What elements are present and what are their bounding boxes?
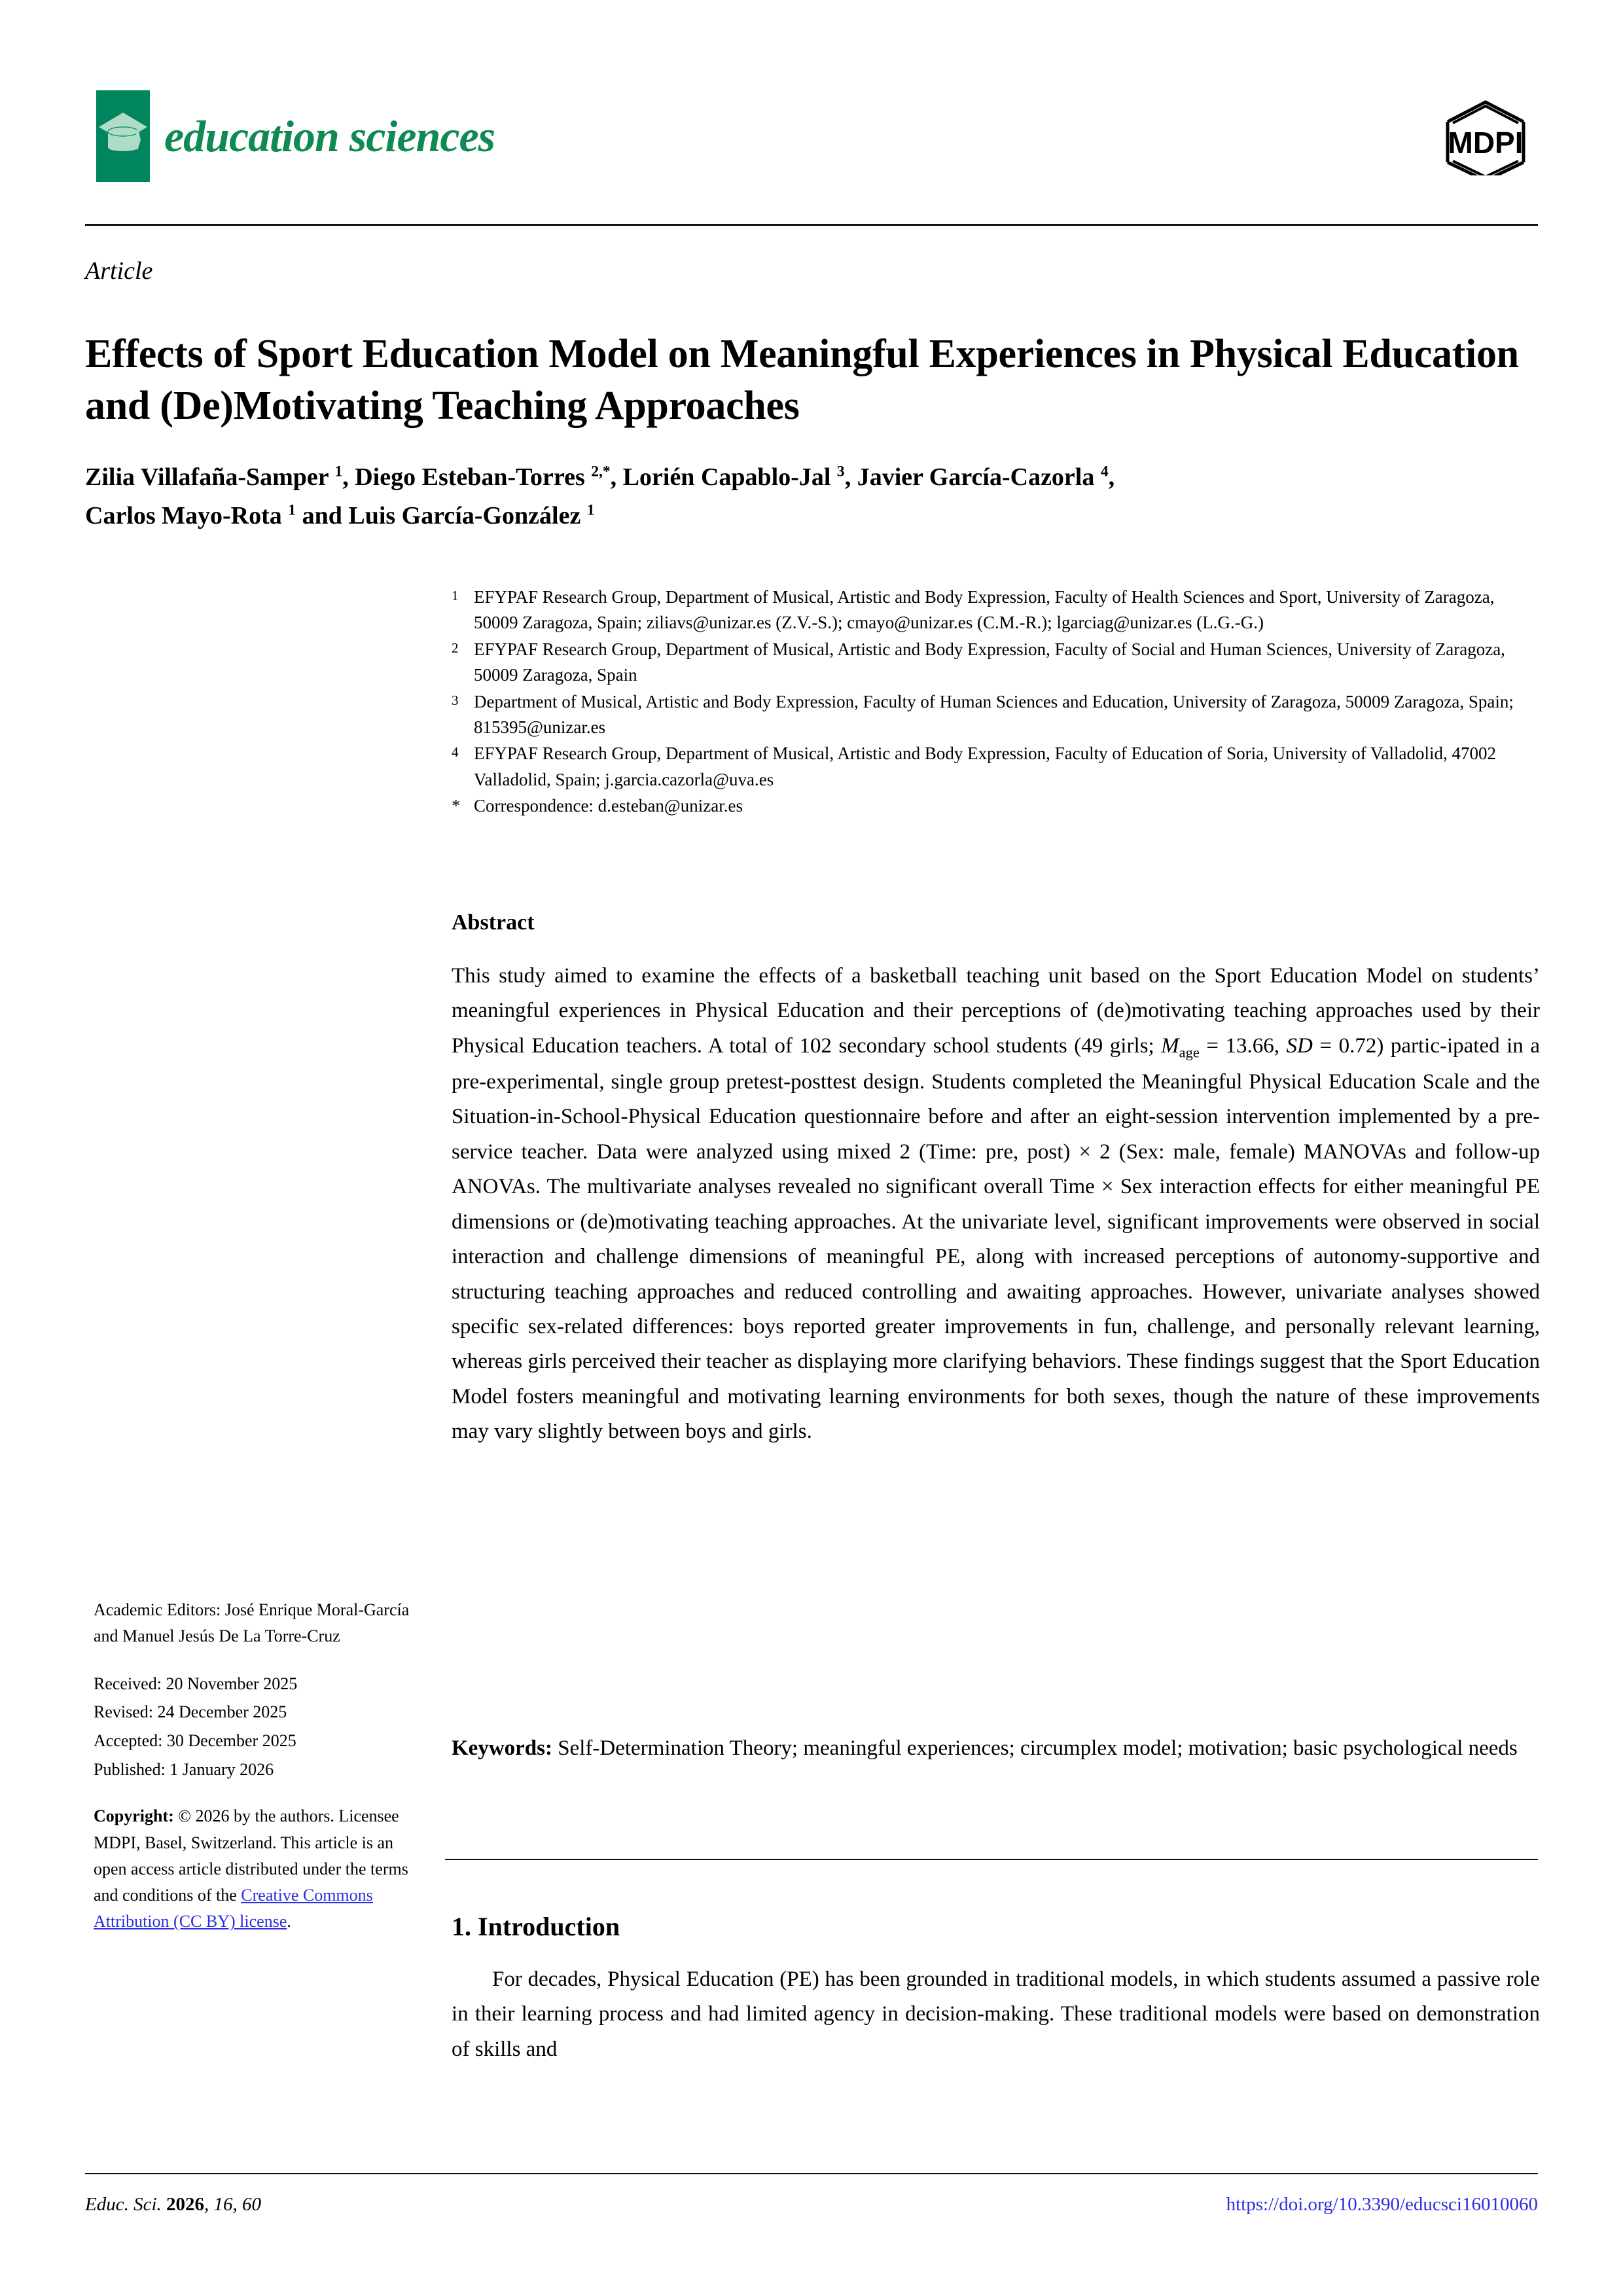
journal-title: education sciences: [164, 111, 495, 161]
author-name: Lorién Capablo-Jal: [622, 463, 837, 491]
publication-date-line: Received: 20 November 2025: [94, 1674, 298, 1693]
affiliation-marker: 1: [452, 588, 459, 603]
footer-comma: ,: [204, 2194, 214, 2215]
author-separator: ,: [342, 463, 355, 491]
page-title: Effects of Sport Education Model on Meaningful Experiences in Physical Education and (De)Motivating Teaching Approaches: [85, 331, 1519, 428]
publication-date-line: Published: 1 January 2026: [94, 1759, 274, 1779]
abstract-text: [452, 959, 1540, 1450]
affiliation-text: EFYPAF Research Group, Department of Musical, Artistic and Body Expression, Faculty of Social and Human Sciences, University of Zaragoza, 50009 Zaragoza, Spain: [474, 639, 1505, 685]
footer-year: 2026: [166, 2194, 205, 2215]
mdpi-logo-icon: [1433, 97, 1538, 175]
abstract-heading: Abstract: [452, 910, 535, 935]
author-line-1: [85, 458, 1535, 497]
keywords-line: [452, 1731, 1540, 1766]
affiliation-text: Department of Musical, Artistic and Body Expression, Faculty of Human Sciences and Education, University of Zaragoza, 50009 Zaragoza, Spain; 815395@unizar.es: [474, 691, 1514, 738]
affiliation-marker: *: [452, 796, 461, 816]
stat-sd-value: = 0.72) partic-: [1312, 1033, 1447, 1058]
affiliation-text: EFYPAF Research Group, Department of Musical, Artistic and Body Expression, Faculty of Health Sciences and Sport, University of Zaragoza, 50009 Zaragoza, Spain; ziliavs@unizar.es (Z.V.-S.); cmayo@unizar.es (C.M.-R.); lgarciag@unizar.es (L.G.-G.): [474, 587, 1495, 633]
author-affiliation-marker: 1: [288, 501, 296, 519]
affiliation-marker: 3: [452, 692, 459, 708]
copyright-text: © 2026 by the authors. Licensee MDPI, Basel, Switzerland. This article is an open access article distributed under the terms and conditions of the: [94, 1806, 408, 1905]
author-separator: ,: [844, 463, 857, 491]
footer-divider: [85, 2173, 1538, 2174]
author-name: Javier García-Cazorla: [857, 463, 1101, 491]
footer-article-number: , 60: [232, 2194, 262, 2215]
publication-dates: [94, 1670, 414, 1784]
author-affiliation-marker: 4: [1100, 463, 1109, 480]
affiliation-item: [452, 689, 1541, 741]
creative-commons-link[interactable]: Creative Commons Attribution (CC BY) license: [94, 1886, 373, 1931]
author-separator: ,: [1108, 463, 1115, 491]
author-line-2: [85, 497, 1535, 535]
footer-journal-abbrev: Educ. Sci.: [85, 2194, 167, 2215]
footer-citation: [85, 2194, 261, 2215]
graduation-cap-glyph: [98, 110, 149, 162]
stat-mean-symbol: M: [1161, 1033, 1179, 1058]
author-separator: and: [296, 501, 349, 529]
author-affiliation-marker: 3: [836, 463, 845, 480]
keywords-value: Self-Determination Theory; meaningful experiences; circumplex model; motivation; basic psychological needs: [552, 1736, 1518, 1760]
affiliation-item: [452, 637, 1541, 689]
author-name: Carlos Mayo-Rota: [85, 501, 289, 529]
abstract-divider: [445, 1859, 1538, 1860]
affiliation-text: EFYPAF Research Group, Department of Musical, Artistic and Body Expression, Faculty of Education of Soria, University of Valladolid, 47002 Valladolid, Spain; j.garcia.cazorla@uva.es: [474, 744, 1497, 789]
copyright-notice: [94, 1803, 414, 1935]
section-heading-introduction: 1. Introduction: [452, 1912, 620, 1941]
academic-editors: Academic Editors: José Enrique Moral-García and Manuel Jesús De La Torre-Cruz: [94, 1600, 410, 1646]
author-list: [85, 458, 1535, 535]
affiliation-item: [452, 741, 1541, 793]
journal-logo: [96, 90, 495, 182]
author-name: Diego Esteban-Torres: [355, 463, 592, 491]
doi-link[interactable]: https://doi.org/10.3390/educsci16010060: [1226, 2194, 1538, 2215]
stat-mean-subscript: age: [1179, 1044, 1200, 1061]
affiliation-marker: 4: [452, 744, 459, 761]
publication-date-line: Revised: 24 December 2025: [94, 1702, 287, 1722]
keywords-label: Keywords:: [452, 1736, 552, 1760]
abstract-part-1: This study aimed to examine the effects of a basketball teaching unit based on the Sport Education Model on students’ meaningful experiences in Physical Education and their perceptions of (de)motivating teaching approaches used by their Physical Education teachers. A total of 102 secondary school students (49 girls;: [452, 964, 1540, 1058]
introduction-paragraph: For decades, Physical Education (PE) has been grounded in traditional models, in which students assumed a passive role in their learning process and had limited agency in decision-making. These traditional models were based on demonstration of skills and: [452, 1967, 1540, 2061]
footer-volume: 16: [213, 2194, 233, 2215]
affiliation-item: [452, 584, 1541, 636]
abstract-part-2: ipated in a pre-experimental, single group pretest-posttest design. Students completed the Meaningful Physical Education Scale and the Situation-in-School-Physical Education questionnaire before and after an eight-session intervention implemented by a pre-service teacher. Data were analyzed using mixed 2 (Time: pre, post) × 2 (Sex: male, female) MANOVAs and follow-up ANOVAs. The multivariate analyses revealed no significant overall Time × Sex interaction effects for either meaningful PE dimensions or (de)motivating teaching approaches. At the univariate level, significant improvements were observed in social interaction and challenge dimensions of meaningful PE, along with increased perceptions of autonomy-supportive and structuring teaching approaches and reduced controlling and awaiting approaches. However, univariate analyses showed specific sex-related differences: boys reported greater improvements in fun, challenge, and personally relevant learning, whereas girls perceived their teacher as displaying more clarifying behaviors. These findings suggest that the Sport Education Model fosters meaningful and motivating learning environments for both sexes, though the nature of these improvements may vary slightly between boys and girls.: [452, 1033, 1540, 1444]
stat-mean-value: = 13.66,: [1199, 1033, 1287, 1058]
svg-text:MDPI: MDPI: [1448, 126, 1524, 160]
author-affiliation-marker: 1: [586, 501, 595, 519]
masthead: [85, 90, 1538, 169]
article-type-label: Article: [85, 257, 153, 285]
copyright-label: Copyright:: [94, 1806, 174, 1826]
graduation-cap-icon: [96, 90, 150, 182]
copyright-tail: .: [287, 1912, 291, 1931]
header-divider: [85, 224, 1538, 226]
author-affiliation-marker: 1: [334, 463, 343, 480]
author-affiliation-marker: 2,*: [591, 463, 611, 480]
author-name: Luis García-González: [348, 501, 587, 529]
sidebar-metadata: [94, 1597, 414, 1955]
affiliation-list: [452, 584, 1541, 820]
author-separator: ,: [610, 463, 623, 491]
affiliation-item: [452, 793, 1541, 819]
affiliation-marker: 2: [452, 639, 459, 656]
stat-sd-symbol: SD: [1286, 1033, 1313, 1058]
publication-date-line: Accepted: 30 December 2025: [94, 1731, 296, 1750]
author-name: Zilia Villafaña-Samper: [85, 463, 335, 491]
affiliation-text: Correspondence: d.esteban@unizar.es: [474, 796, 743, 816]
